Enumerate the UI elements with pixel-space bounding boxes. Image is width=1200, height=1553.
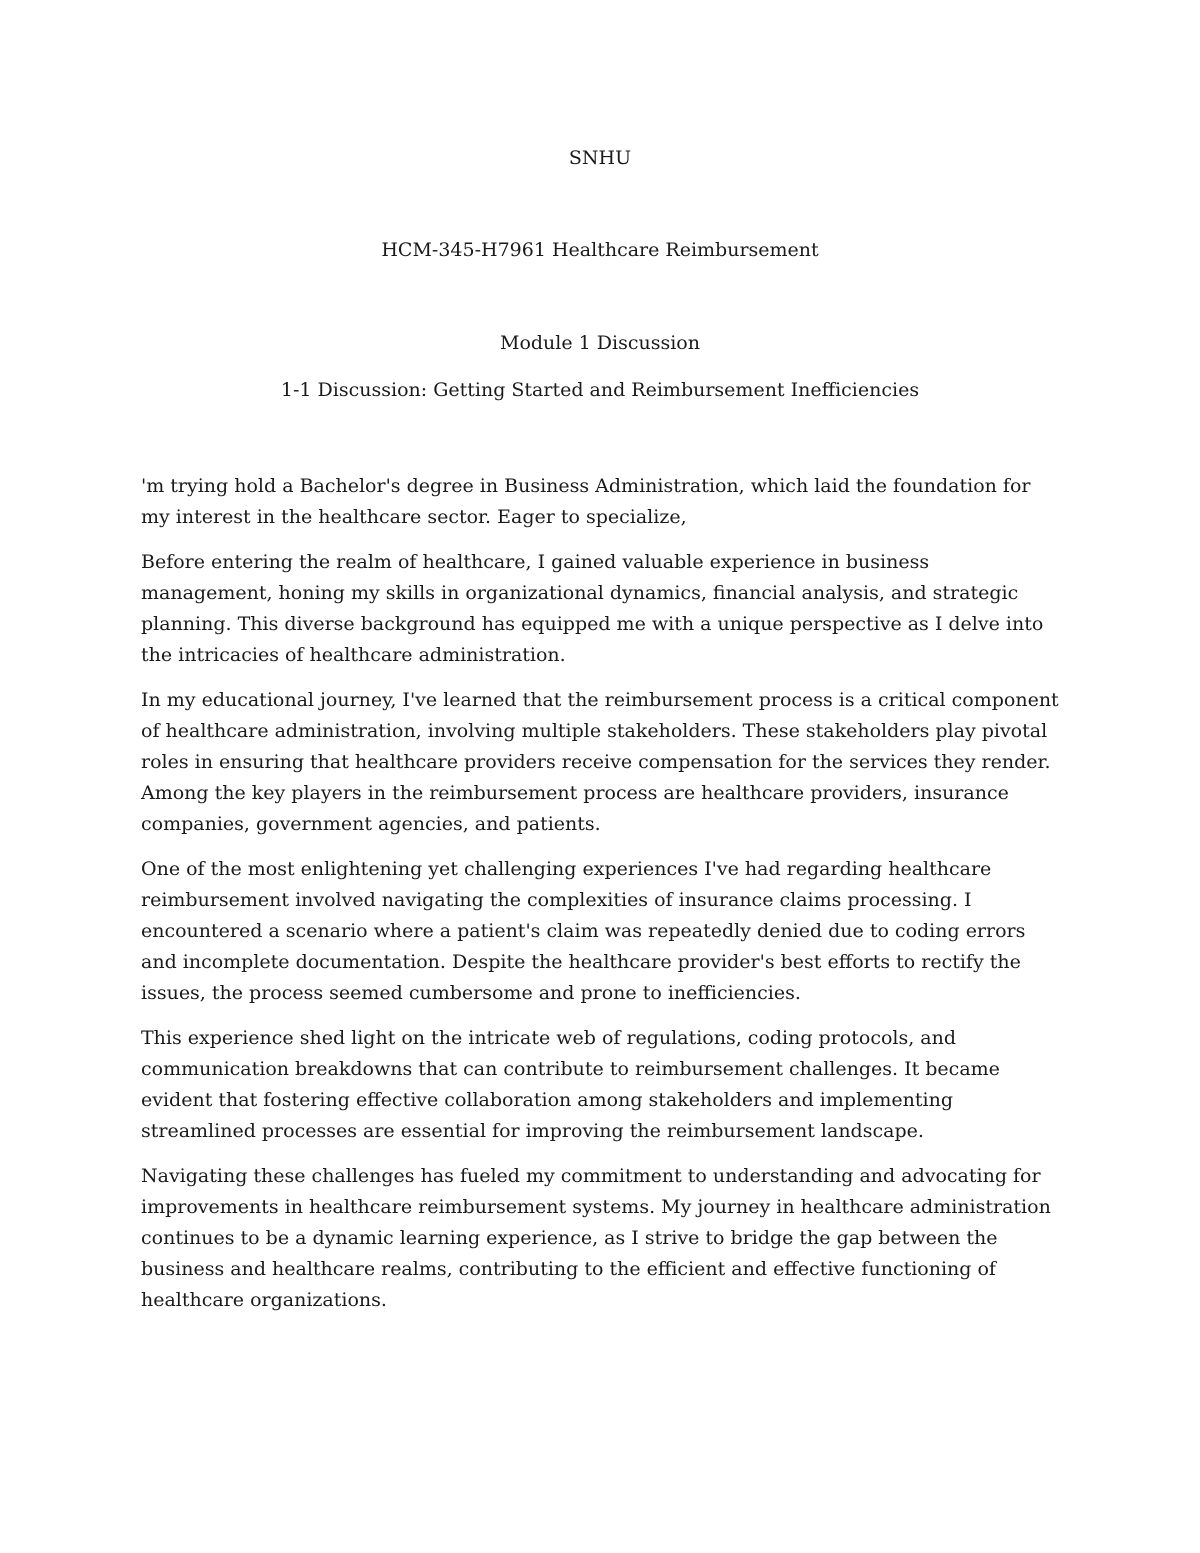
body-paragraph-5: This experience shed light on the intricate web of regulations, coding protocols, and communication breakdowns that can contribute to reimbursement challenges. It became evident that fostering effective collaboration among stakeholders and implementing streamlined processes are essential for improving the reimbursement landscape. xyxy=(141,1027,1000,1142)
school-name: SNHU xyxy=(568,147,632,169)
body-paragraph-1: 'm trying hold a Bachelor's degree in Business Administration, which laid the foundation for my interest in the healthcare sector. Eager to specialize, xyxy=(141,475,1031,528)
body-paragraph-3: In my educational journey, I've learned that the reimbursement process is a critical component of healthcare administration, involving multiple stakeholders. These stakeholders play pivotal roles in ensuring that healthcare providers receive compensation for the services they render. Among the key players in the reimbursement process are healthcare providers, insurance companies, government agencies, and patients. xyxy=(141,689,1059,835)
body-paragraph-6: Navigating these challenges has fueled my commitment to understanding and advocating for improvements in healthcare reimbursement systems. My journey in healthcare administration continues to be a dynamic learning experience, as I strive to bridge the gap between the business and healthcare realms, contributing to the efficient and effective functioning of healthcare organizations. xyxy=(141,1165,1051,1311)
discussion-title: 1-1 Discussion: Getting Started and Reimbursement Inefficiencies xyxy=(280,379,920,401)
body-paragraph-2: Before entering the realm of healthcare, I gained valuable experience in business management, honing my skills in organizational dynamics, financial analysis, and strategic planning. This diverse background has equipped me with a unique perspective as I delve into the intricacies of healthcare administration. xyxy=(141,551,1044,666)
discussion-body xyxy=(141,471,1061,1330)
body-paragraph-4: One of the most enlightening yet challenging experiences I've had regarding healthcare reimbursement involved navigating the complexities of insurance claims processing. I encountered a scenario where a patient's claim was repeatedly denied due to coding errors and incomplete documentation. Despite the healthcare provider's best efforts to rectify the issues, the process seemed cumbersome and prone to inefficiencies. xyxy=(141,858,1026,1004)
module-label: Module 1 Discussion xyxy=(500,332,700,354)
course-title: HCM-345-H7961 Healthcare Reimbursement xyxy=(381,239,819,261)
